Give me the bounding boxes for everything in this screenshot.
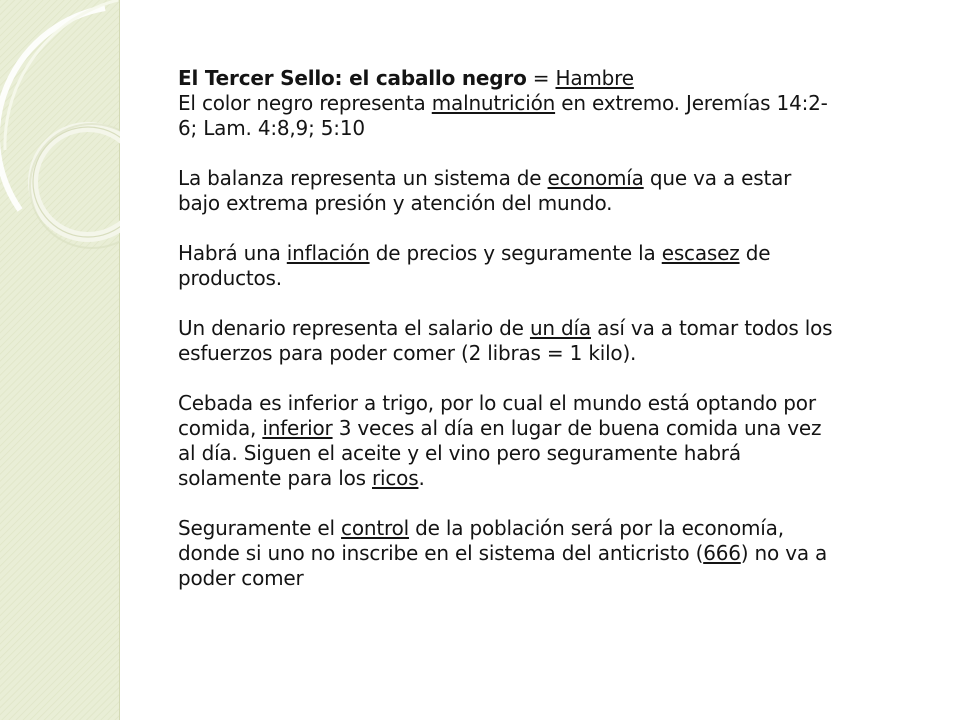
underlined-keyword: malnutrición [431,91,556,115]
decorative-side-panel [0,0,120,720]
paragraph-title [178,66,838,141]
underlined-keyword: ricos [372,466,419,490]
paragraph-cebada [178,391,838,491]
paragraph-inflacion [178,241,838,291]
bold-heading: El Tercer Sello: el caballo negro [178,66,527,90]
text-run: así va a tomar todos los esfuerzos para poder comer (2 libras = 1 kilo). [178,316,833,365]
text-run: Cebada es inferior a trigo, por lo cual el mundo está optando por comida, [178,391,816,440]
text-run: Seguramente el [178,516,342,540]
text-run: = [526,66,556,90]
text-run: ) no va a poder comer [178,541,828,590]
text-run: La balanza representa un sistema de [178,166,548,190]
paragraph-denario [178,316,838,366]
text-run: Un denario representa el salario de [178,316,530,340]
text-run: 3 veces al día en lugar de buena comida una vez al día. Siguen el aceite y el vino pero seguramente habrá solamente para los [178,416,822,490]
text-run: de productos. [178,241,771,290]
underlined-keyword: control [341,516,409,540]
text-run: . [418,466,425,490]
underlined-keyword: un día [529,316,591,340]
underlined-keyword: 666 [703,541,741,565]
paragraph-balanza [178,166,838,216]
text-run: que va a estar bajo extrema presión y atención del mundo. [178,166,792,215]
underlined-keyword: economía [547,166,644,190]
underlined-keyword: escasez [661,241,740,265]
text-run: de precios y seguramente la [369,241,662,265]
text-run: Habrá una [178,241,287,265]
underlined-keyword: inferior [262,416,333,440]
underlined-keyword: inflación [286,241,370,265]
underlined-keyword: Hambre [555,66,634,90]
panel-background [0,0,120,720]
text-run: en extremo. Jeremías 14:2-6; Lam. 4:8,9; 5:10 [178,91,828,140]
text-run: El color negro representa [178,91,432,115]
text-run: de la población será por la economía, donde si uno no inscribe en el sistema del anticristo ( [178,516,784,565]
slide-body [178,66,838,616]
paragraph-control [178,516,838,591]
